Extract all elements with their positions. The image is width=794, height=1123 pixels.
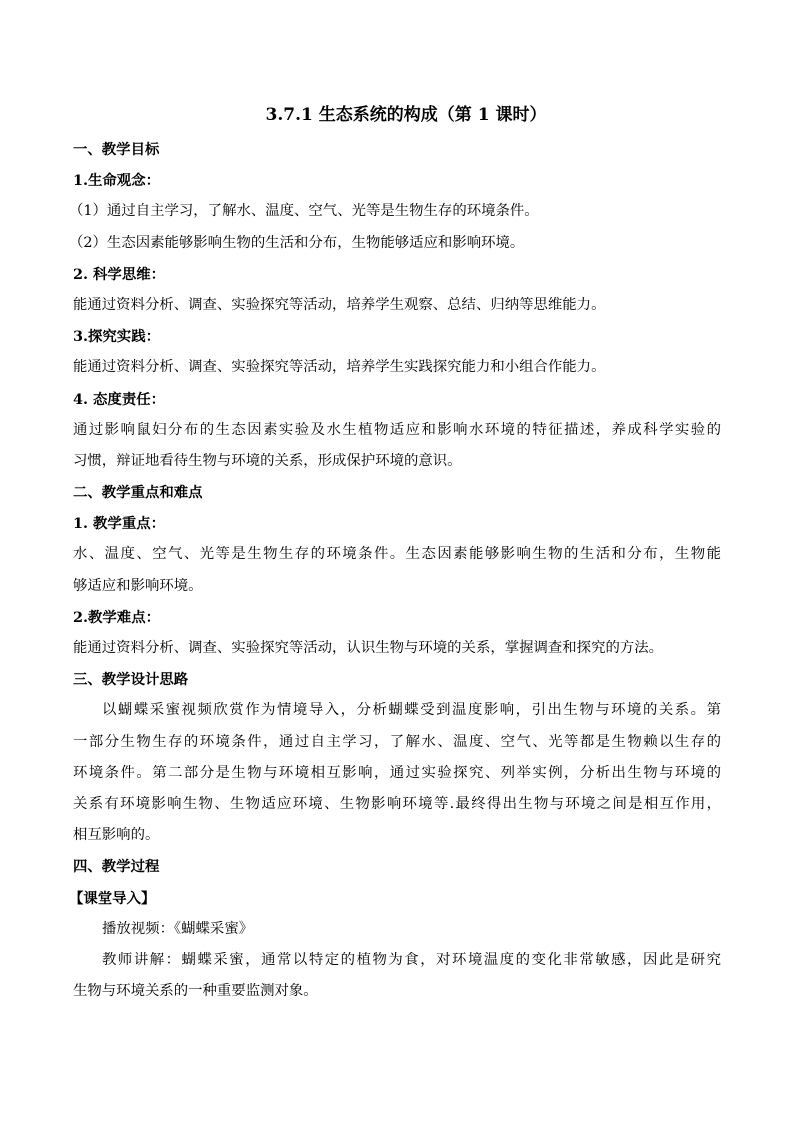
section-heading-key-points: 二、教学重点和难点	[73, 484, 203, 502]
label-inquiry-practice: 3.探究实践：	[73, 328, 160, 346]
key-points-line-1: 水、温度、空气、光等是生物生存的环境条件。生态因素能够影响生物的生活和分布，生物能	[73, 546, 721, 563]
section-heading-process: 四、教学过程	[73, 858, 160, 876]
inquiry-practice-text: 能通过资料分析、调查、实验探究等活动，培养学生实践探究能力和小组合作能力。	[73, 359, 606, 376]
explain-line-1: 教师讲解：蝴蝶采蜜，通常以特定的植物为食，对环境温度的变化非常敏感，因此是研究	[102, 951, 721, 968]
design-paragraph-line-3: 环境条件。第二部分是生物与环境相互影响，通过实验探究、列举实例，分析出生物与环境的	[73, 764, 721, 781]
label-life-concept: 1.生命观念：	[73, 172, 160, 190]
life-concept-item-1: （1）通过自主学习，了解水、温度、空气、光等是生物生存的环境条件。	[69, 203, 539, 220]
explain-line-2: 生物与环境关系的一种重要监测对象。	[73, 983, 318, 1000]
section-heading-design: 三、教学设计思路	[73, 671, 189, 689]
label-key-points: 1. 教学重点：	[73, 515, 165, 533]
attitude-text-line-2: 习惯，辩证地看待生物与环境的关系，形成保护环境的意识。	[73, 452, 462, 469]
attitude-text-line-1: 通过影响鼠妇分布的生态因素实验及水生植物适应和影响水环境的特征描述，养成科学实验的	[73, 421, 721, 438]
design-paragraph-line-4: 关系有环境影响生物、生物适应环境、生物影响环境等.最终得出生物与环境之间是相互作用，	[73, 795, 721, 812]
document-page	[69, 101, 721, 1007]
section-heading-objectives: 一、教学目标	[73, 141, 160, 158]
design-paragraph-line-5: 相互影响的。	[73, 827, 160, 844]
label-scientific-thinking: 2. 科学思维：	[73, 265, 165, 283]
label-class-intro: 【课堂导入】	[69, 889, 156, 907]
scientific-thinking-text: 能通过资料分析、调查、实验探究等活动，培养学生观察、总结、归纳等思维能力。	[73, 296, 606, 313]
design-paragraph-line-1: 以蝴蝶采蜜视频欣赏作为情境导入，分析蝴蝶受到温度影响，引出生物与环境的关系。第	[102, 702, 721, 719]
document-title: 3.7.1 生态系统的构成（第 1 课时）	[265, 105, 547, 125]
video-line: 播放视频：《蝴蝶采蜜》	[102, 920, 254, 937]
difficult-points-text: 能通过资料分析、调查、实验探究等活动，认识生物与环境的关系，掌握调查和探究的方法。	[73, 640, 664, 656]
key-points-line-2: 够适应和影响环境。	[73, 577, 203, 594]
life-concept-item-2: （2）生态因素能够影响生物的生活和分布，生物能够适应和影响环境。	[69, 234, 525, 251]
label-attitude-responsibility: 4. 态度责任：	[73, 390, 165, 408]
design-paragraph-line-2: 一部分生物生存的环境条件，通过自主学习，了解水、温度、空气、光等都是生物赖以生存的	[73, 733, 721, 750]
label-difficult-points: 2.教学难点：	[73, 608, 160, 626]
